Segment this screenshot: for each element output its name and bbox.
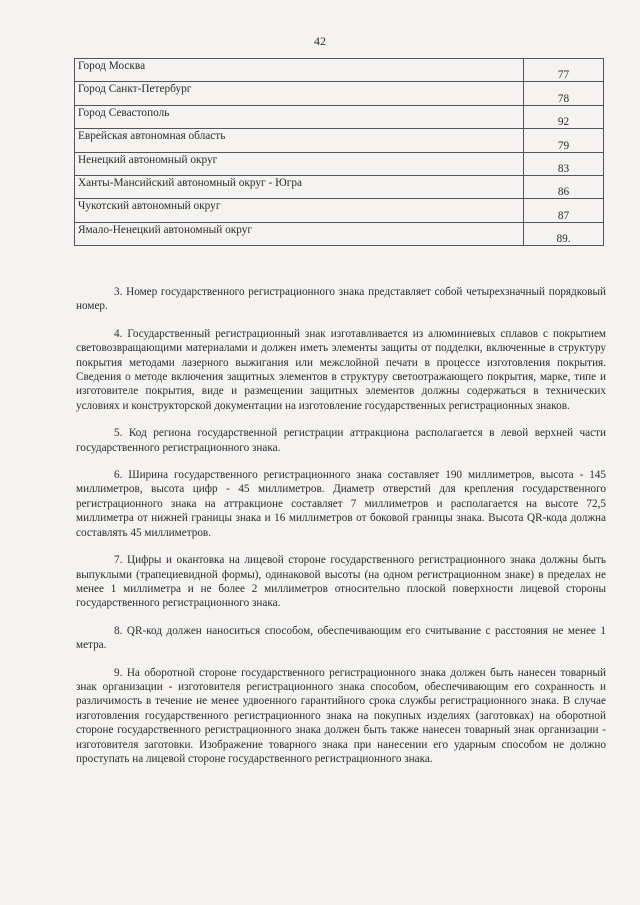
table-row <box>75 199 604 222</box>
document-body <box>76 285 606 779</box>
region-code: 83 <box>524 152 604 175</box>
paragraph-8: 8. QR-код должен наноситься способом, обеспечивающим его считывание с расстояния не менее 1 метра. <box>76 624 606 652</box>
region-name: Город Москва <box>75 59 524 82</box>
region-code: 78 <box>524 82 604 105</box>
paragraph-3: 3. Номер государственного регистрационного знака представляет собой четырехзначный порядковый номер. <box>76 286 606 313</box>
region-name: Ханты-Мансийский автономный округ - Югра <box>75 175 524 198</box>
region-name: Город Санкт-Петербург <box>75 82 524 105</box>
region-name: Чукотский автономный округ <box>75 199 524 222</box>
table-row <box>75 129 604 152</box>
table-row <box>75 175 604 198</box>
page-number: 42 <box>314 34 326 48</box>
paragraph-9: 9. На оборотной стороне государственного регистрационного знака должен быть нанесен товарный знак организации - изготовителя регистрационного знака способом, обеспечивающим его сохранность и различимость в течение не менее удвоенного гарантийного срока службы регистрационного знака. В случае изготовления государственного регистрационного знака на покупных изделиях (заготовках) на оборотной стороне государственного регистрационного знака должен быть также нанесен товарный знак организации - изготовителя заготовки. Изображение товарного знака при нанесении его ударным способом не должно проступать на лицевой стороне государственного регистрационного знака. <box>76 666 606 765</box>
region-code: 77 <box>524 59 604 82</box>
region-name: Ненецкий автономный округ <box>75 152 524 175</box>
table-row <box>75 82 604 105</box>
region-code: 87 <box>524 199 604 222</box>
region-name: Ямало-Ненецкий автономный округ <box>75 222 524 245</box>
regions-code-table <box>74 58 604 246</box>
region-code: 79 <box>524 129 604 152</box>
paragraph-7: 7. Цифры и окантовка на лицевой стороне государственного регистрационного знака должны быть выпуклыми (трапециевидной формы), одинаковой высоты (на одном регистрационном знаке) в пределах не менее 1 миллиметра и не более 2 миллиметров относительно плоской поверхности лицевой стороны государственного регистрационного знака. <box>76 554 606 610</box>
region-code: 89. <box>524 222 604 245</box>
region-name: Город Севастополь <box>75 105 524 128</box>
table-row <box>75 105 604 128</box>
paragraph-5: 5. Код региона государственной регистрации аттракциона располагается в левой верхней части государственного регистрационного знака. <box>76 427 606 454</box>
paragraph-4: 4. Государственный регистрационный знак изготавливается из алюминиевых сплавов с покрытием световозвращающими материалами и должен иметь элементы защиты от подделки, включенные в структуру покрытия методами лазерного выжигания или межслойной печати в процессе изготовления покрытия. Сведения о методе включения защитных элементов в структуру светоотражающего покрытия, марке, типе и изготовителе покрытия, виде и размещении защитных элементов должны содержаться в технических условиях и конструкторской документации на изготовление государственных регистрационных знаков. <box>76 327 606 412</box>
region-code: 86 <box>524 175 604 198</box>
paragraph-6: 6. Ширина государственного регистрационного знака составляет 190 миллиметров, высота - 145 миллиметров, высота цифр - 45 миллиметров. Диаметр отверстий для крепления государственного регистрационного знака на аттракционе составляет 7 миллиметров и располагается на высоте 72,5 миллиметра от нижней границы знака и 16 миллиметров от боковой границы знака. Высота QR-кода должна составлять 45 миллиметров. <box>76 469 606 539</box>
table-row <box>75 222 604 245</box>
table-row <box>75 152 604 175</box>
table-row <box>75 59 604 82</box>
region-code: 92 <box>524 105 604 128</box>
region-name: Еврейская автономная область <box>75 129 524 152</box>
